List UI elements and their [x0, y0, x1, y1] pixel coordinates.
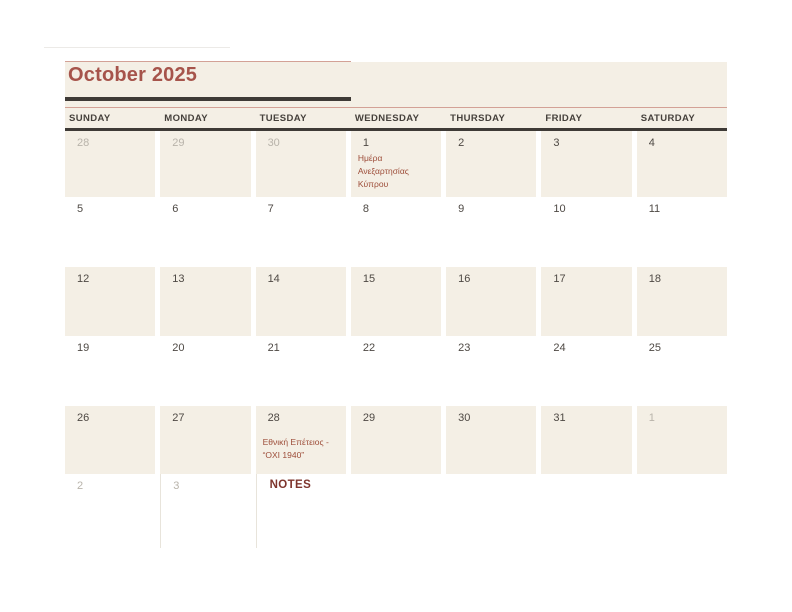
calendar-cell[interactable]	[351, 131, 441, 197]
day-number: 2	[77, 480, 84, 492]
calendar-cell[interactable]	[256, 267, 346, 336]
calendar-cell[interactable]	[256, 336, 346, 406]
day-number: 28	[267, 412, 280, 424]
calendar-cell[interactable]	[446, 474, 536, 548]
day-number: 30	[458, 412, 471, 424]
day-number: 11	[648, 203, 661, 215]
calendar-cell[interactable]	[446, 131, 536, 197]
calendar-cell[interactable]	[637, 336, 727, 406]
day-number: 10	[553, 203, 566, 215]
day-number: 3	[173, 480, 180, 492]
calendar-week-row	[65, 336, 727, 406]
calendar-cell[interactable]	[160, 336, 250, 406]
day-number: 19	[77, 342, 90, 354]
day-number: 21	[267, 342, 280, 354]
day-number: 23	[458, 342, 471, 354]
weekday-header-row	[65, 107, 727, 131]
calendar-cell[interactable]	[541, 474, 631, 548]
day-number: 6	[172, 203, 179, 215]
calendar-cell[interactable]	[637, 474, 727, 548]
faint-divider-line	[44, 47, 230, 48]
day-number: 3	[553, 137, 560, 149]
day-number: 30	[267, 137, 280, 149]
day-number: 18	[648, 273, 661, 285]
weekday-label: FRIDAY	[545, 112, 583, 124]
day-number: 1	[362, 137, 369, 149]
day-number: 22	[362, 342, 376, 354]
day-number: 27	[172, 412, 185, 424]
month-top-rule	[65, 61, 351, 62]
weekday-label: WEDNESDAY	[354, 112, 420, 124]
day-number: 7	[267, 203, 274, 215]
calendar-cell[interactable]	[541, 131, 631, 197]
day-number: 28	[77, 137, 90, 149]
calendar-cell[interactable]	[256, 406, 346, 474]
calendar-cell[interactable]	[637, 406, 727, 474]
day-number: 2	[458, 137, 465, 149]
title-band	[65, 62, 727, 107]
weekday-label: SATURDAY	[640, 112, 696, 124]
day-number: 5	[77, 203, 84, 215]
calendar-cell[interactable]	[65, 336, 155, 406]
calendar-cell[interactable]	[541, 406, 631, 474]
calendar-week-row	[65, 267, 727, 336]
calendar-cell[interactable]	[256, 131, 346, 197]
holiday-label: Ημέρα Ανεξαρτησίας Κύπρου	[357, 153, 409, 189]
day-number: 8	[362, 203, 369, 215]
calendar-cell[interactable]	[637, 131, 727, 197]
calendar-cell[interactable]	[446, 197, 536, 267]
calendar-cell[interactable]	[160, 131, 250, 197]
calendar-cell[interactable]	[351, 267, 441, 336]
calendar-cell[interactable]	[160, 474, 250, 548]
calendar-sheet	[65, 62, 727, 548]
day-number: 15	[362, 273, 376, 285]
day-number: 24	[553, 342, 566, 354]
calendar-cell[interactable]	[446, 406, 536, 474]
calendar-grid	[65, 131, 727, 548]
calendar-week-row	[65, 197, 727, 267]
holiday-label: Εθνική Επέτειος - “ΟΧΙ 1940”	[262, 437, 329, 460]
calendar-cell[interactable]	[160, 197, 250, 267]
calendar-cell[interactable]	[65, 197, 155, 267]
calendar-week-row	[65, 474, 727, 548]
weekday-label: MONDAY	[164, 112, 209, 124]
calendar-cell[interactable]	[65, 474, 155, 548]
calendar-cell[interactable]	[541, 336, 631, 406]
calendar-cell[interactable]	[65, 406, 155, 474]
day-number: 29	[172, 137, 185, 149]
day-number: 31	[553, 412, 566, 424]
calendar-cell[interactable]	[446, 336, 536, 406]
notes-label: NOTES	[269, 479, 312, 491]
calendar-cell[interactable]	[256, 474, 346, 548]
month-title: October 2025	[68, 64, 198, 86]
calendar-cell[interactable]	[541, 267, 631, 336]
calendar-cell[interactable]	[65, 267, 155, 336]
calendar-cell[interactable]	[637, 267, 727, 336]
day-number: 12	[77, 273, 90, 285]
calendar-cell[interactable]	[160, 406, 250, 474]
day-number: 26	[77, 412, 90, 424]
day-number: 4	[648, 137, 655, 149]
calendar-cell[interactable]	[65, 131, 155, 197]
calendar-cell[interactable]	[351, 406, 441, 474]
day-number: 25	[648, 342, 661, 354]
calendar-week-row	[65, 406, 727, 474]
calendar-cell[interactable]	[160, 267, 250, 336]
day-number: 1	[648, 412, 655, 424]
weekday-label: SUNDAY	[69, 112, 111, 124]
calendar-cell[interactable]	[637, 197, 727, 267]
day-number: 14	[267, 273, 280, 285]
calendar-cell[interactable]	[256, 197, 346, 267]
day-number: 9	[458, 203, 465, 215]
day-number: 16	[458, 273, 471, 285]
calendar-cell[interactable]	[446, 267, 536, 336]
day-number: 13	[172, 273, 185, 285]
title-underline-rule	[65, 97, 351, 101]
day-number: 20	[172, 342, 185, 354]
day-number: 29	[362, 412, 376, 424]
calendar-cell[interactable]	[351, 197, 441, 267]
day-number: 17	[553, 273, 566, 285]
calendar-cell[interactable]	[541, 197, 631, 267]
weekday-label: TUESDAY	[259, 112, 307, 124]
weekday-label: THURSDAY	[450, 112, 506, 124]
calendar-cell[interactable]	[351, 474, 441, 548]
calendar-week-row	[65, 131, 727, 197]
calendar-cell[interactable]	[351, 336, 441, 406]
